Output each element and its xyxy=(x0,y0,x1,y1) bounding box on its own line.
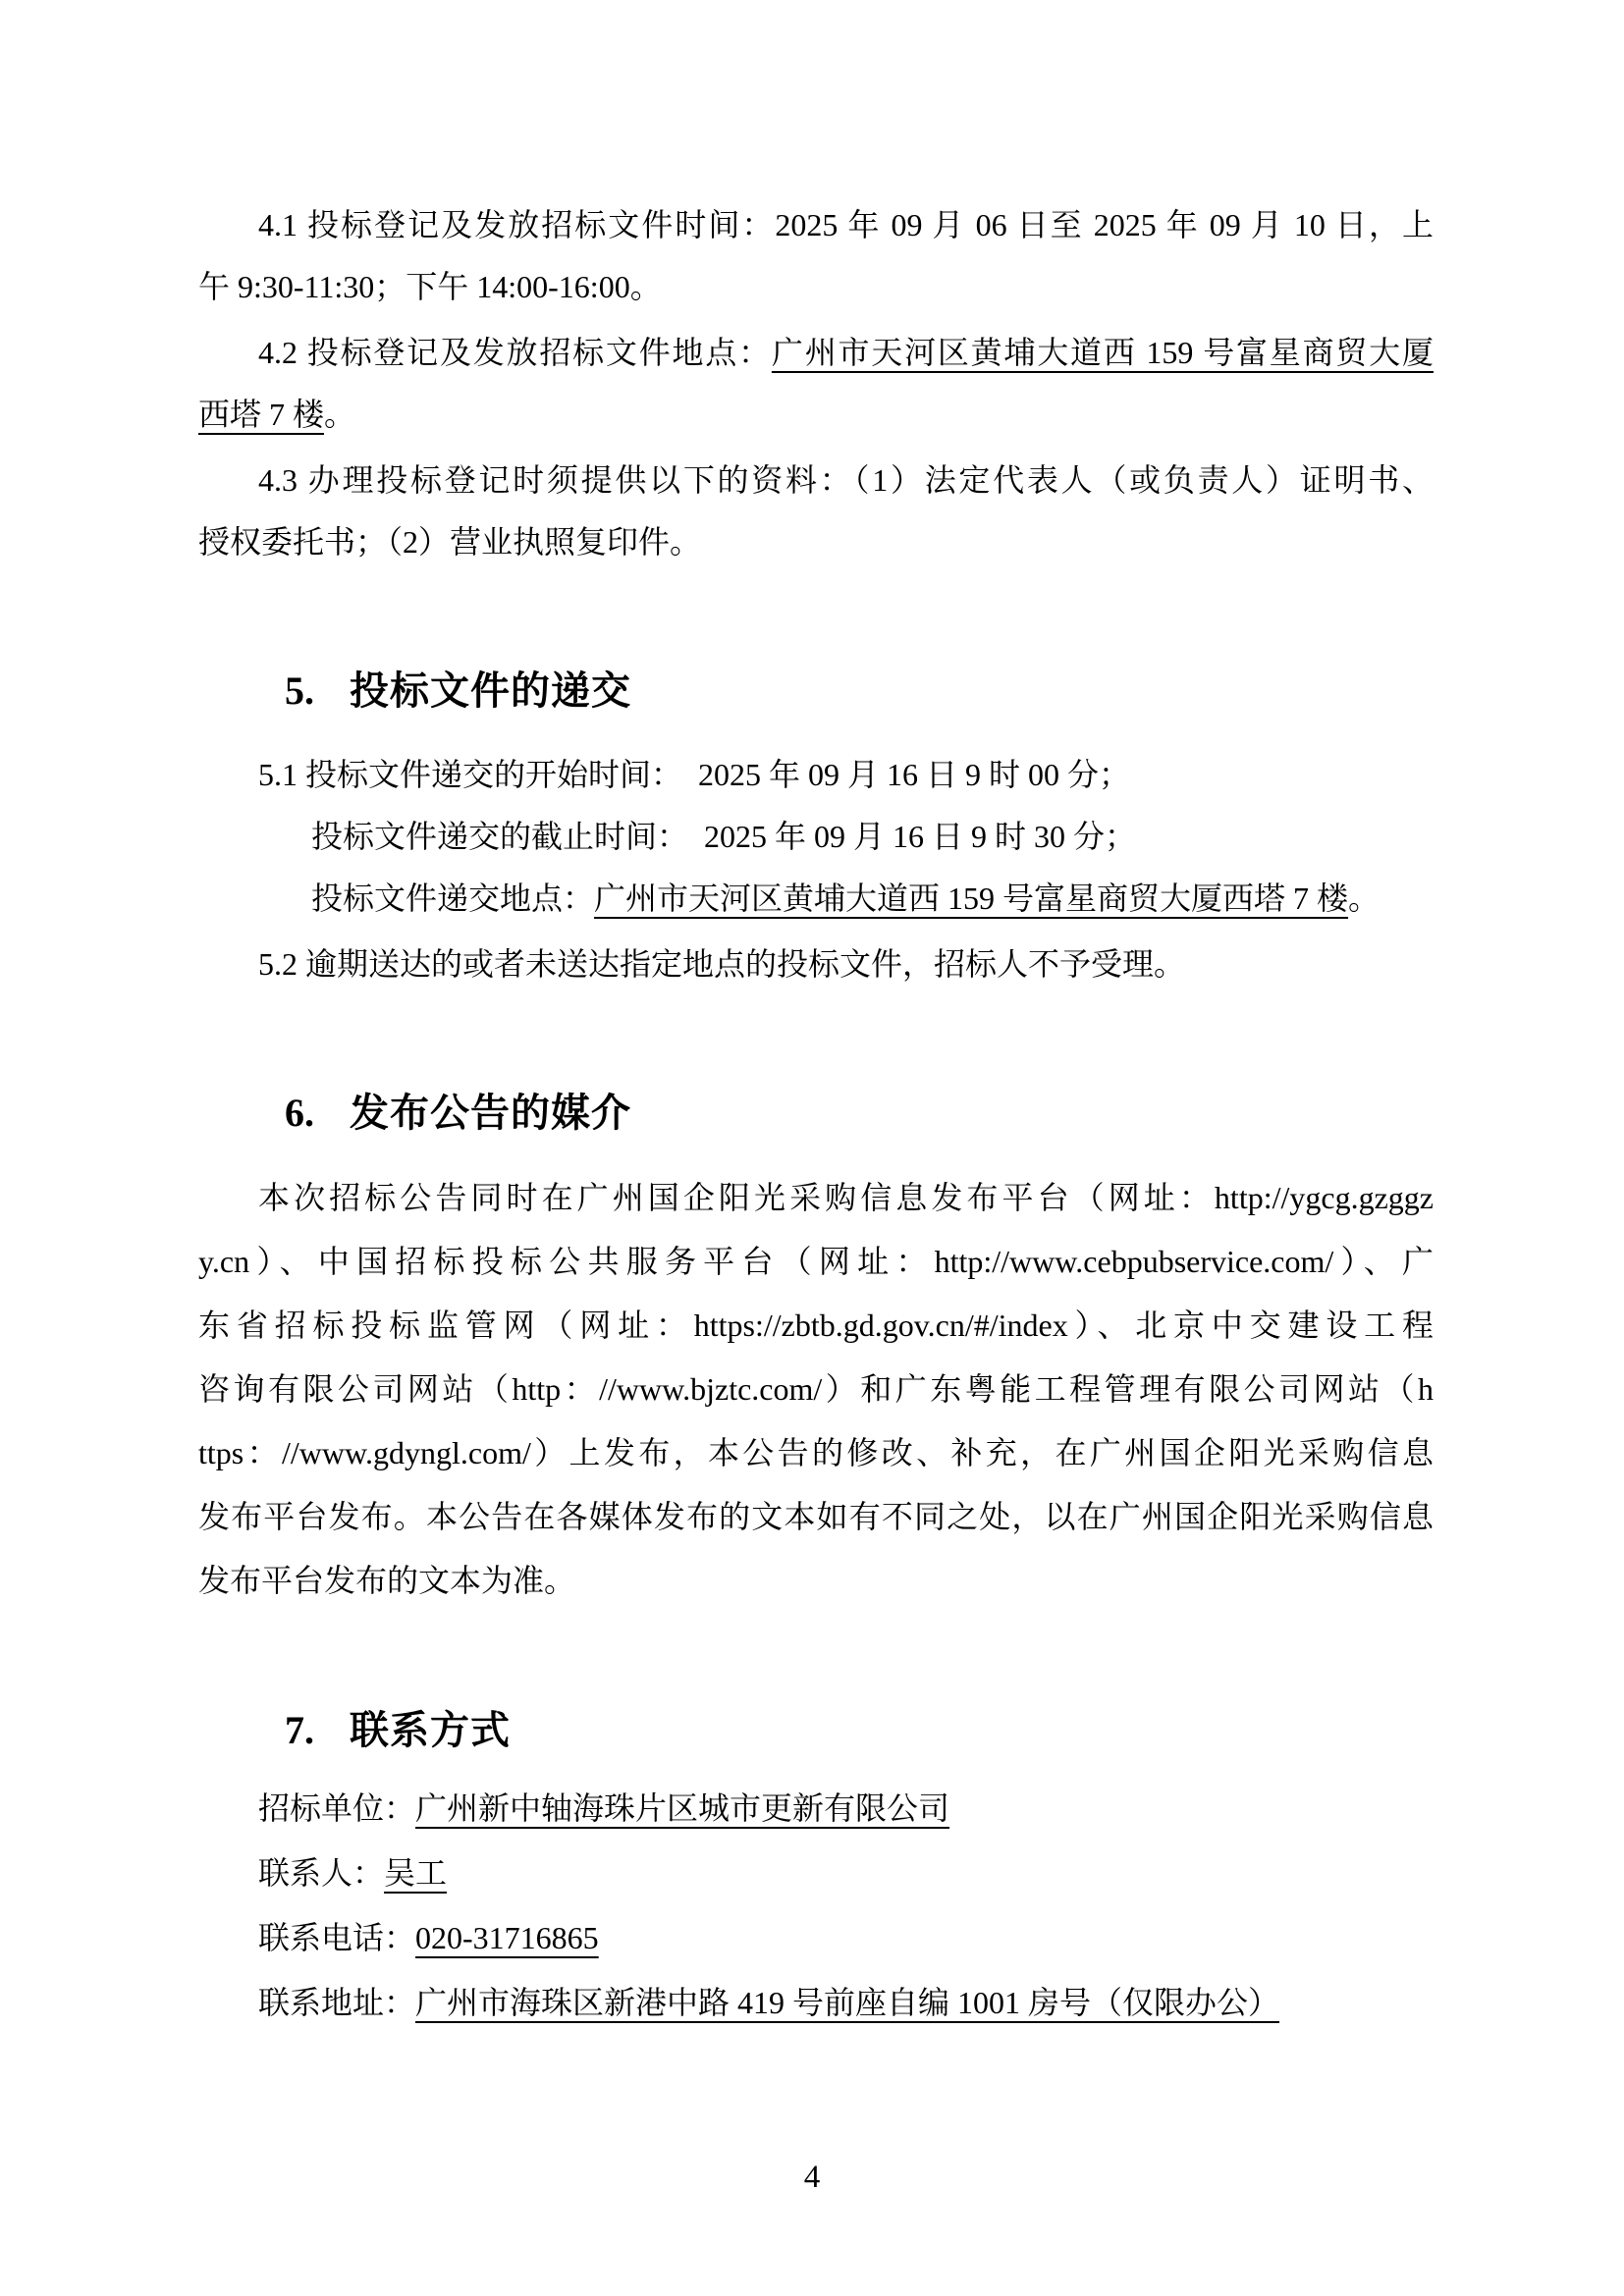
document-line xyxy=(198,934,1434,995)
underlined-text: 020-31716865 xyxy=(415,1920,599,1955)
document-line xyxy=(198,1294,1434,1358)
heading-label: 联系方式 xyxy=(350,1709,511,1752)
heading-label: 投标文件的递交 xyxy=(350,669,631,713)
text-segment: 5.2 逾期送达的或者未送达指定地点的投标文件，招标人不予受理。 xyxy=(258,946,1186,982)
document-line xyxy=(198,384,1434,446)
text-segment: 授权委托书；（2）营业执照复印件。 xyxy=(198,524,702,560)
heading-number: 6. xyxy=(285,1091,314,1135)
text-segment: 午 9:30-11:30；下午 14:00-16:00。 xyxy=(198,269,662,304)
paragraph xyxy=(198,934,1434,995)
underlined-text: 广州市天河区黄埔大道西 159 号富星商贸大厦西塔 7 楼 xyxy=(594,881,1349,916)
document-line xyxy=(198,194,1434,256)
document-line xyxy=(198,1841,1434,1905)
paragraph xyxy=(198,450,1434,573)
document-line xyxy=(198,1905,1434,1970)
document-line xyxy=(198,450,1434,511)
document-line xyxy=(198,1358,1434,1421)
text-segment: 联系人： xyxy=(258,1855,385,1891)
text-segment: 。 xyxy=(324,397,356,432)
document-line xyxy=(198,744,1434,806)
document-line xyxy=(198,1776,1434,1841)
underlined-text: 西塔 7 楼 xyxy=(198,397,325,432)
document-body xyxy=(198,194,1434,2035)
paragraph xyxy=(198,1166,1434,1613)
document-line xyxy=(198,1421,1434,1485)
document-line xyxy=(198,322,1434,384)
section-heading xyxy=(285,1707,1434,1754)
text-segment: 。 xyxy=(1348,881,1380,916)
paragraph xyxy=(198,194,1434,318)
contact-block xyxy=(198,1776,1434,2035)
document-line xyxy=(198,256,1434,318)
text-segment: 东省招标投标监管网（网址：https://zbtb.gd.gov.cn/#/index）、北京中交建设工程 xyxy=(198,1308,1434,1343)
text-segment: 联系地址： xyxy=(258,1985,416,2020)
text-segment: 咨询有限公司网站（http：//www.bjztc.com/）和广东粤能工程管理有限公司网站（h xyxy=(198,1371,1434,1407)
page-number: 4 xyxy=(803,2160,821,2195)
text-segment: 发布平台发布。本公告在各媒体发布的文本如有不同之处，以在广州国企阳光采购信息 xyxy=(198,1499,1434,1534)
text-segment: 联系电话： xyxy=(258,1920,416,1955)
document-line xyxy=(198,1970,1434,2035)
document-line xyxy=(198,1166,1434,1230)
document-line xyxy=(198,511,1434,573)
text-segment: 4.2 投标登记及发放招标文件地点： xyxy=(258,335,772,370)
text-segment: 招标单位： xyxy=(258,1790,416,1826)
text-segment: ttps：//www.gdyngl.com/）上发布，本公告的修改、补充，在广州国企阳光采购信息 xyxy=(198,1435,1434,1470)
heading-number: 5. xyxy=(285,668,314,713)
document-line xyxy=(198,1230,1434,1294)
section-heading xyxy=(285,667,1434,715)
heading-number: 7. xyxy=(285,1708,314,1752)
underlined-text: 吴工 xyxy=(384,1855,448,1891)
document-line xyxy=(198,806,1434,868)
text-segment: 4.1 投标登记及发放招标文件时间：2025 年 09 月 06 日至 2025 年 09 月 10 日，上 xyxy=(258,207,1434,242)
text-segment: 发布平台发布的文本为准。 xyxy=(198,1563,576,1598)
text-segment: 投标文件递交地点： xyxy=(311,881,595,916)
document-line xyxy=(198,1485,1434,1549)
text-segment: y.cn）、中国招标投标公共服务平台（网址：http://www.cebpubservice.com/）、广 xyxy=(198,1244,1434,1279)
underlined-text: 广州市天河区黄埔大道西 159 号富星商贸大厦 xyxy=(771,335,1434,370)
text-segment: 4.3 办理投标登记时须提供以下的资料：（1）法定代表人（或负责人）证明书、 xyxy=(258,462,1434,498)
heading-label: 发布公告的媒介 xyxy=(350,1092,631,1135)
section-heading xyxy=(285,1090,1434,1137)
document-line xyxy=(198,1549,1434,1613)
underlined-text: 广州市海珠区新港中路 419 号前座自编 1001 房号（仅限办公） xyxy=(415,1985,1280,2020)
document-line xyxy=(198,868,1434,930)
text-segment: 本次招标公告同时在广州国企阳光采购信息发布平台（网址：http://ygcg.gzggz xyxy=(258,1180,1434,1215)
paragraph xyxy=(198,744,1434,930)
underlined-text: 广州新中轴海珠片区城市更新有限公司 xyxy=(415,1790,950,1826)
paragraph xyxy=(198,322,1434,446)
text-segment: 5.1 投标文件递交的开始时间： 2025 年 09 月 16 日 9 时 00 分； xyxy=(258,757,1131,792)
text-segment: 投标文件递交的截止时间： 2025 年 09 月 16 日 9 时 30 分； xyxy=(311,819,1137,854)
